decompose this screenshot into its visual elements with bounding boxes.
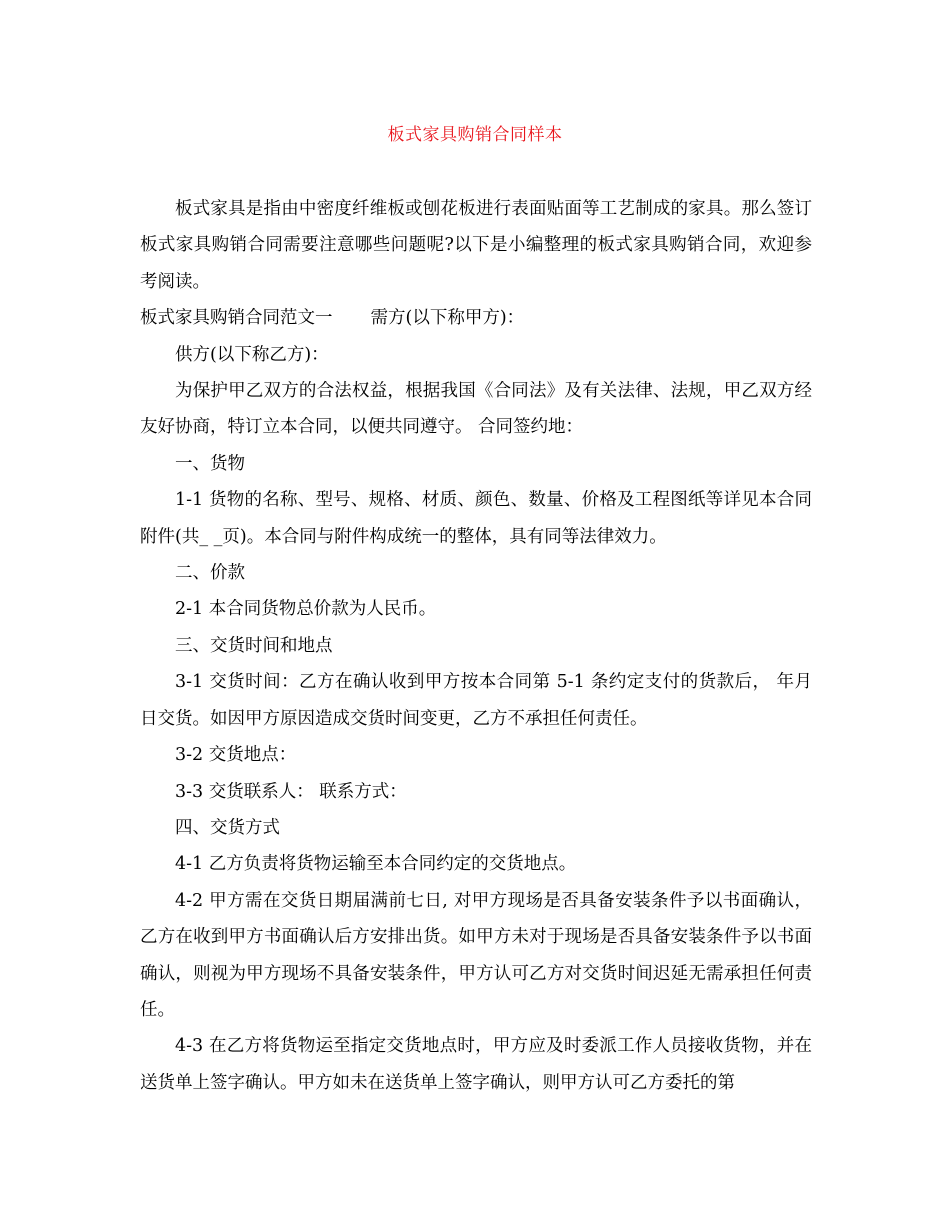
- clause-4-3: 4-3 在乙方将货物运至指定交货地点时，甲方应及时委派工作人员接收货物，并在送货单上签字确认。甲方如未在送货单上签字确认，则甲方认可乙方委托的第: [140, 1036, 812, 1093]
- party-a-label: 需方(以下称甲方)：: [370, 308, 525, 329]
- party-b-label: 供方(以下称乙方)：: [175, 344, 329, 365]
- clause-2-1: 2-1 本合同货物总价款为人民币。: [175, 599, 437, 620]
- document-body: [140, 191, 812, 1101]
- clause-4-1: 4-1 乙方负责将货物运输至本合同约定的交货地点。: [175, 854, 577, 875]
- preamble-paragraph: 为保护甲乙双方的合法权益，根据我国《合同法》及有关法律、法规，甲乙双方经友好协商，特订立本合同，以便共同遵守。 合同签约地：: [140, 381, 812, 438]
- sample-heading-line: [140, 300, 812, 336]
- section-heading-goods: 一、货物: [175, 453, 245, 474]
- clause-4-2: 4-2 甲方需在交货日期届满前七日, 对甲方现场是否具备安装条件予以书面确认，乙方在收到甲方书面确认后方安排出货。如甲方未对于现场是否具备安装条件予以书面确认，则视为甲方现场不具备安装条件，甲方认可乙方对交货时间迟延无需承担任何责任。: [140, 890, 812, 1020]
- clause-3-2: 3-2 交货地点：: [175, 745, 297, 766]
- clause-3-3: 3-3 交货联系人： 联系方式：: [175, 781, 407, 802]
- document-title: 板式家具购销合同样本: [387, 125, 563, 145]
- section-heading-delivery-method: 四、交货方式: [175, 817, 280, 838]
- sample-heading: 板式家具购销合同范文一: [140, 308, 333, 329]
- section-heading-price: 二、价款: [175, 563, 245, 584]
- section-heading-delivery-time-place: 三、交货时间和地点: [175, 635, 333, 656]
- clause-1-1: 1-1 货物的名称、型号、规格、材质、颜色、数量、价格及工程图纸等详见本合同附件(共_ _页)。本合同与附件构成统一的整体，具有同等法律效力。: [140, 490, 812, 547]
- intro-paragraph: 板式家具是指由中密度纤维板或刨花板进行表面贴面等工艺制成的家具。那么签订板式家具购销合同需要注意哪些问题呢?以下是小编整理的板式家具购销合同，欢迎参考阅读。: [140, 199, 812, 292]
- clause-3-1: 3-1 交货时间：乙方在确认收到甲方按本合同第 5-1 条约定支付的货款后， 年月日交货。如因甲方原因造成交货时间变更，乙方不承担任何责任。: [140, 672, 812, 729]
